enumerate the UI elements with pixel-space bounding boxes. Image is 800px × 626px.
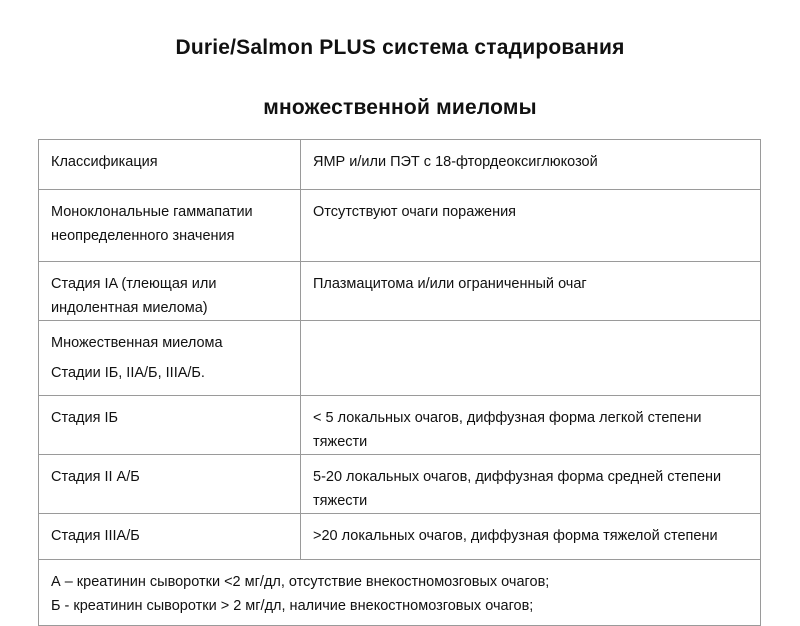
table-row (39, 396, 761, 455)
row-imaging (301, 321, 761, 396)
row-classification: Стадия IIIA/Б (39, 514, 301, 560)
table-header-row (39, 140, 761, 190)
row-imaging: Плазмацитома и/или ограниченный очаг (301, 262, 761, 321)
row-classification: Моноклональные гаммапатии неопределенного значения (39, 190, 301, 262)
row-classification: Стадия II А/Б (39, 455, 301, 514)
table-notes (39, 560, 761, 626)
row-classification: Множественная миелома Стадии IБ, IIA/Б, IIIA/Б. (39, 321, 301, 396)
row-classification: Стадия IA (тлеющая или индолентная миелома) (39, 262, 301, 321)
row-imaging: >20 локальных очагов, диффузная форма тяжелой степени (301, 514, 761, 560)
header-classification: Классификация (39, 140, 301, 190)
table-row (39, 321, 761, 396)
table-row (39, 455, 761, 514)
row-classification: Стадия IБ (39, 396, 301, 455)
note-b: Б - креатинин сыворотки > 2 мг/дл, наличие внекостномозговых очагов; (51, 598, 534, 614)
note-a: А – креатинин сыворотки <2 мг/дл, отсутствие внекостномозговых очагов; (51, 574, 550, 590)
page-subtitle: множественной миеломы (263, 96, 537, 119)
staging-table (38, 139, 761, 626)
table-row (39, 514, 761, 560)
table-notes-row (39, 560, 761, 626)
table-row (39, 190, 761, 262)
row-imaging: < 5 локальных очагов, диффузная форма легкой степени тяжести (301, 396, 761, 455)
row-imaging: Отсутствуют очаги поражения (301, 190, 761, 262)
header-imaging: ЯМР и/или ПЭТ с 18-фтордеоксиглюкозой (301, 140, 761, 190)
page-title: Durie/Salmon PLUS система стадирования (175, 36, 625, 59)
table-row (39, 262, 761, 321)
row-imaging: 5-20 локальных очагов, диффузная форма средней степени тяжести (301, 455, 761, 514)
